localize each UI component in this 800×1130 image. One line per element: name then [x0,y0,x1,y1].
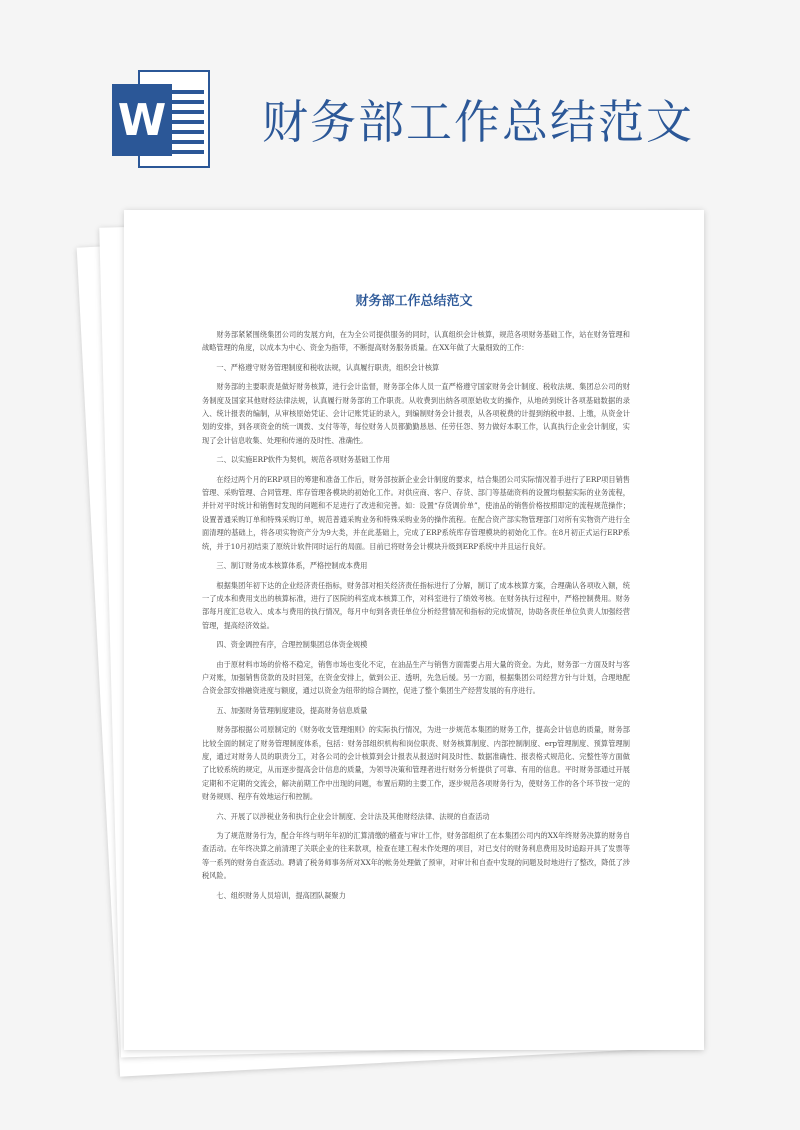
paragraph: 财务部根据公司原制定的《财务收支管理细则》的实际执行情况，为进一步规范本集团的财务工作，提高会计信息的质量，财务部比较全面的制定了财务管理制度体系，包括：财务部组织机构和岗位职责、财务核算制度、内部控制制度、erp管理制度、预算管理制度，通过对财务人员的职责分工，对各公司的会计核算到会计报表从报送时间及时性、数据准确性、报表格式规范化、完整性等方面做了比较系统的规定，从而逐步提高会计信息的质量，为领导决策和管理者进行财务分析提供了可靠、有用的信息。平时财务部通过开展定期和不定期的交流会，解决前期工作中出现的问题，布置后期的主要工作，逐步规范各项财务行为，使财务工作的各个环节按一定的财务规则、程序有效地运行和控制。 [202,725,630,802]
paragraph: 在经过两个月的ERP项目的筹建和准备工作后，财务部按新企业会计制度的要求，结合集团公司实际情况着手进行了ERP项目销售管理、采购管理、合同管理、库存管理各模块的初始化工作。对供应商、客户、存货、部门等基础资料的设置均根据实际的业务流程，并针对平时统计和销售时发现的问题和不足进行了改进和完善。如：设置“存货调价单”，使油品的销售价格按照即定的流程规范操作；设置普通采购订单和特殊采购订单，规范普通采购业务和特殊采购业务的操作流程。在配合资产部实物管理部门对所有实物资产进行全面清理的基础上，将各项实物资产分为9大类，并在此基础上，完成了ERP系统库存管理模块的初始化工作。在8月初正式运行ERP系统，并于10月初结束了原统计软件同时运行的局面。目前已将财务会计模块升级到ERP系统中并且运行良好。 [202,474,630,551]
text-line [170,140,204,144]
section-heading: 四、资金调控有序，合理控制集团总体资金规模 [216,640,368,650]
document-page [124,210,704,1050]
section-heading: 五、加强财务管理制度建设，提高财务信息质量 [216,705,368,715]
document-title: 财务部工作总结范文 [355,294,473,309]
text-line [170,130,204,134]
section-heading: 七、组织财务人员培训，提高团队凝聚力 [216,890,346,900]
paragraph: 为了规范财务行为，配合年终与明年年初的汇算清缴的稽查与审计工作，财务部组织了在本集团公司内的XX年终财务决算的财务自查活动。在年终决算之前清理了关联企业的往来款项，检查在建工程未作处理的项目，对已支付的财务利息费用及时追踪开具了发票等等一系列的财务自查活动。聘请了税务师事务所对XX年的帐务处理做了预审，对审计和自查中发现的问题及时地进行了整改，降低了涉税风险。 [202,831,630,881]
text-line [170,90,204,94]
word-badge-icon: W [112,84,172,156]
section-heading: 六、开展了以涉税业务和执行企业会计制度、会计法及其他财经法律、法规的自查活动 [216,811,490,821]
paragraph: 根据集团年初下达的企业经济责任指标，财务部对相关经济责任指标进行了分解，制订了成本核算方案，合理确认各项收入额，统一了成本和费用支出的核算标准，进行了医院的科室成本核算工作，对科室进行了绩效考核。在财务执行过程中，严格控制费用。财务部每月度汇总收入、成本与费用的执行情况，每月中旬到各责任单位分析经营情况和指标的完成情况，协助各责任单位负责人加强经营管理，提高经济效益。 [202,580,630,630]
page-headline: 财务部工作总结范文 [262,95,694,149]
text-line [170,110,204,114]
section-heading: 三、制订财务成本核算体系，严格控制成本费用 [216,561,368,571]
document-body [202,328,630,908]
section-heading: 一、严格遵守财务管理制度和税收法规，认真履行职责，组织会计核算 [216,362,440,372]
text-line [170,150,204,154]
word-logo [112,70,210,168]
paragraph: 财务部的主要职责是做好财务核算，进行会计监督，财务部全体人员一直严格遵守国家财务会计制度、税收法规、集团总公司的财务制度及国家其他财经法律法规，认真履行财务部的工作职责。从收费到出纳各项原始收支的操作，从地砖到统计各项基础数据的录入、统计报表的编制，从审核原始凭证、会计记账凭证的录入，到编制财务会计报表，从各项税费的计提到纳税申报、上缴，从资金计划的安排，到各项资金的统一调拨、支付等等，每位财务人员都勤勤恳恳、任劳任怨、努力做好本职工作，认真执行企业会计制度，实现了会计信息收集、处理和传递的及时性、准确性。 [202,382,630,445]
text-line [170,100,204,104]
text-line [170,120,204,124]
paragraph: 财务部紧紧围绕集团公司的发展方向，在为全公司提供服务的同时，认真组织会计核算，规范各项财务基础工作，站在财务管理和战略管理的角度，以成本为中心、资金为指带，不断提高财务服务质量。在XX年做了大量细致的工作： [202,330,630,353]
section-heading: 二、以实施ERP软件为契机，规范各项财务基础工作用 [216,455,391,465]
paragraph: 由于原材料市场的价格不稳定，销售市场也变化不定，在油品生产与销售方面需要占用大量的资金。为此，财务部一方面及时与客户对账，加强销售货款的及时回笼，在资金安排上，做到公正、透明，先急后缓。另一方面，根据集团公司经营方针与计划，合理地配合资金部安排融资进度与额度，通过以资金为纽带的综合调控，促进了整个集团生产经营发展的有序进行。 [202,659,630,696]
